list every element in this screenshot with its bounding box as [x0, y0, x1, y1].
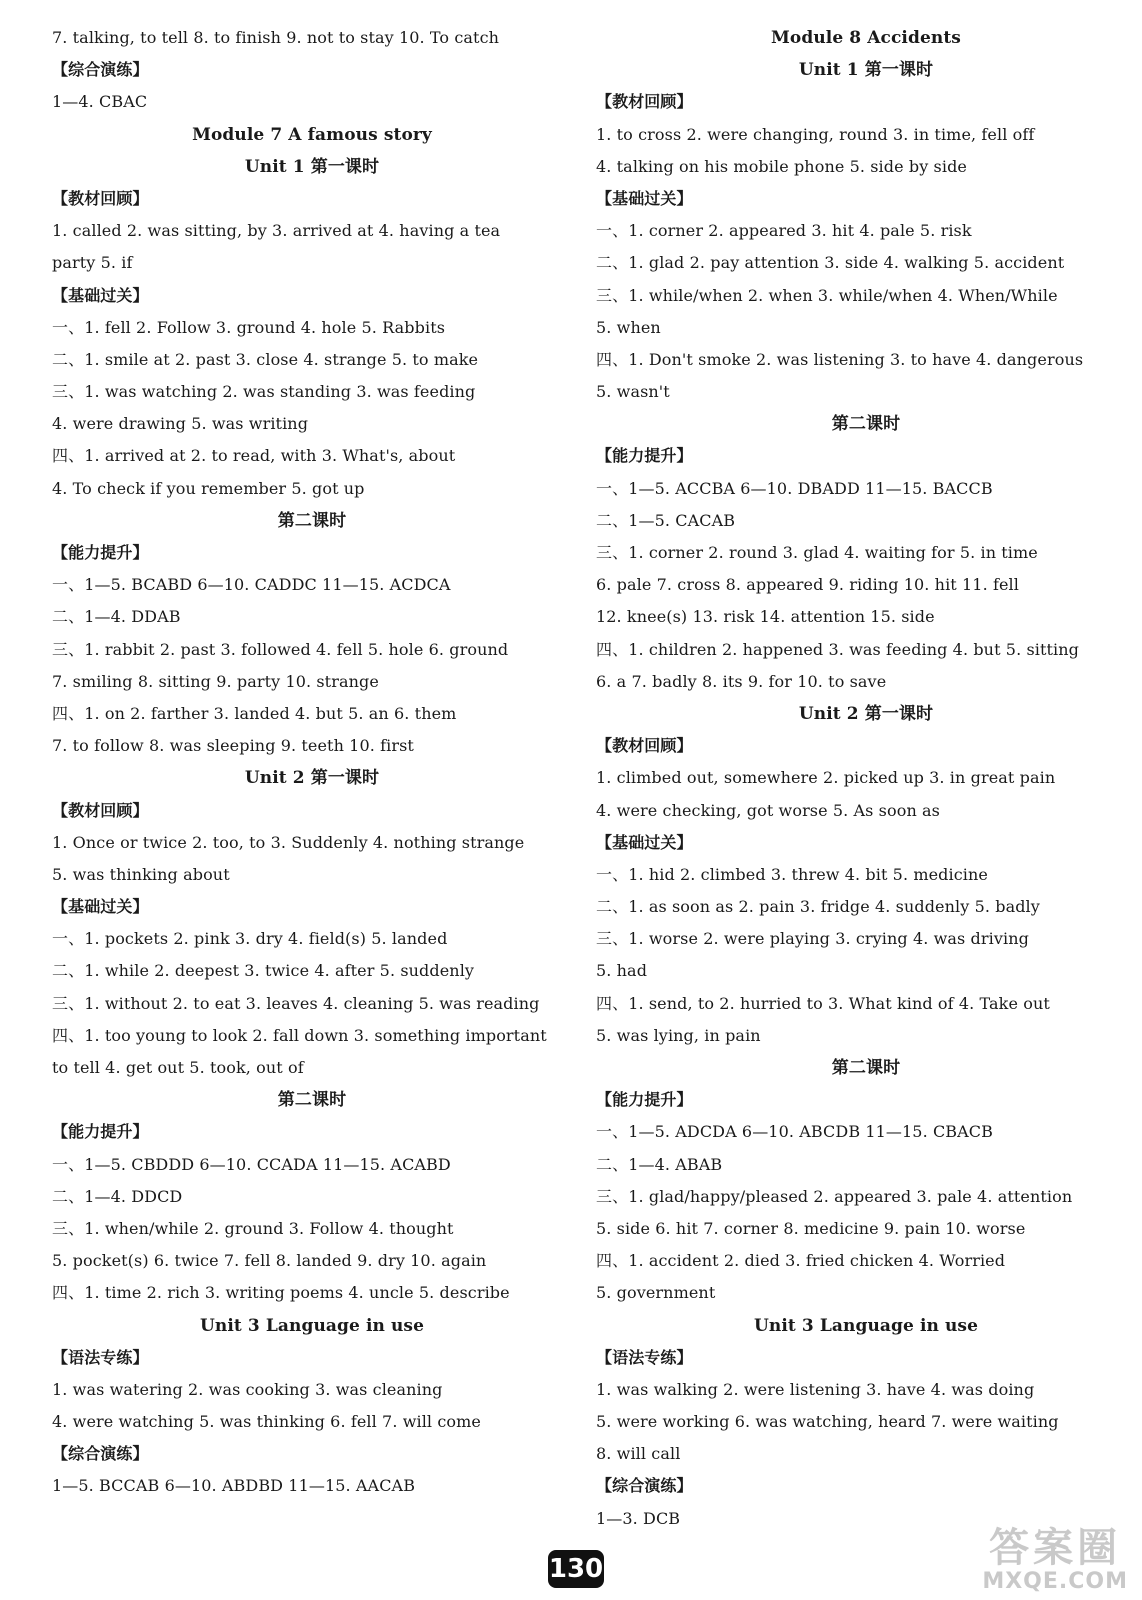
answer-line: 一、1. fell 2. Follow 3. ground 4. hole 5. Rabbits	[52, 317, 446, 337]
answer-line: 四、1. send, to 2. hurried to 3. What kind of 4. Take out	[596, 993, 1050, 1013]
answer-line: 四、1. accident 2. died 3. fried chicken 4. Worried	[596, 1251, 1006, 1271]
answer-line: 一、1—5. ADCDA 6—10. ABCDB 11—15. CBACB	[596, 1122, 994, 1142]
answer-line: 一、1. pockets 2. pink 3. dry 4. field(s) 5. landed	[52, 929, 448, 949]
answer-line: 一、1. hid 2. climbed 3. threw 4. bit 5. medicine	[596, 864, 988, 884]
exercise-label: 【教材回顾】	[596, 92, 693, 112]
section-heading: 第二课时	[831, 1058, 901, 1078]
exercise-label: 【基础过关】	[596, 188, 693, 208]
exercise-label: 【基础过关】	[52, 285, 149, 305]
answer-line: 四、1. time 2. rich 3. writing poems 4. uncle 5. describe	[52, 1283, 510, 1303]
answer-line: 二、1. while 2. deepest 3. twice 4. after 5. suddenly	[52, 961, 475, 981]
answer-line: 四、1. too young to look 2. fall down 3. something important	[52, 1025, 547, 1045]
exercise-label: 【教材回顾】	[596, 736, 693, 756]
exercise-label: 【语法专练】	[52, 1347, 149, 1367]
answer-line: 一、1—5. ACCBA 6—10. DBADD 11—15. BACCB	[596, 478, 993, 498]
exercise-label: 【语法专练】	[596, 1347, 693, 1367]
answer-line: 4. To check if you remember 5. got up	[52, 478, 365, 498]
section-heading: 第二课时	[831, 414, 901, 435]
answer-line: 5. were working 6. was watching, heard 7. were waiting	[596, 1412, 1059, 1432]
section-heading: Module 8 Accidents	[771, 28, 961, 48]
answer-line: 5. when	[596, 317, 661, 337]
section-heading: Unit 1 第一课时	[798, 60, 934, 81]
answer-line: 5. was thinking about	[52, 864, 230, 884]
answer-line: 6. pale 7. cross 8. appeared 9. riding 10. hit 11. fell	[596, 575, 1019, 595]
answer-line: 1—4. CBAC	[52, 92, 148, 112]
exercise-label: 【能力提升】	[52, 1122, 149, 1142]
section-heading: 第二课时	[277, 510, 347, 531]
answer-line: 1. called 2. was sitting, by 3. arrived at 4. having a tea	[52, 221, 501, 241]
watermark-url: MXQE.COM	[982, 1569, 1128, 1594]
answer-line: 三、1. glad/happy/pleased 2. appeared 3. pale 4. attention	[596, 1186, 1073, 1206]
answer-line: 一、1—5. BCABD 6—10. CADDC 11—15. ACDCA	[52, 575, 451, 595]
answer-line: party 5. if	[52, 253, 133, 273]
answer-line: 5. side 6. hit 7. corner 8. medicine 9. pain 10. worse	[596, 1218, 1026, 1238]
answer-line: 5. pocket(s) 6. twice 7. fell 8. landed 9. dry 10. again	[52, 1251, 487, 1271]
answer-line: 二、1—5. CACAB	[596, 510, 736, 530]
exercise-label: 【综合演练】	[52, 60, 149, 80]
exercise-label: 【基础过关】	[596, 832, 693, 852]
exercise-label: 【教材回顾】	[52, 800, 149, 820]
answer-line: 二、1. glad 2. pay attention 3. side 4. walking 5. accident	[596, 253, 1065, 273]
answer-line: 8. will call	[596, 1444, 681, 1464]
answer-line: 四、1. Don't smoke 2. was listening 3. to have 4. dangerous	[596, 349, 1084, 369]
exercise-label: 【综合演练】	[596, 1476, 693, 1496]
section-heading: Unit 3 Language in use	[753, 1315, 979, 1336]
right-column	[596, 22, 1136, 1535]
answer-line: 二、1—4. DDCD	[52, 1186, 183, 1206]
answer-line: 二、1. as soon as 2. pain 3. fridge 4. suddenly 5. badly	[596, 897, 1040, 917]
exercise-label: 【能力提升】	[596, 1090, 693, 1110]
answer-line: 5. government	[596, 1283, 716, 1303]
answer-line: 1. was watering 2. was cooking 3. was cleaning	[52, 1379, 443, 1399]
exercise-label: 【基础过关】	[52, 897, 149, 917]
answer-line: 7. talking, to tell 8. to finish 9. not to stay 10. To catch	[52, 28, 500, 47]
answer-line: 1—5. BCCAB 6—10. ABDBD 11—15. AACAB	[52, 1476, 416, 1496]
answer-line: 二、1—4. DDAB	[52, 607, 181, 627]
answer-line: 5. had	[596, 961, 648, 981]
answer-line: 三、1. without 2. to eat 3. leaves 4. cleaning 5. was reading	[52, 993, 540, 1013]
page-number: 130	[548, 1550, 604, 1588]
answer-line: 三、1. when/while 2. ground 3. Follow 4. thought	[52, 1218, 454, 1238]
exercise-label: 【教材回顾】	[52, 188, 149, 208]
answer-line: 4. were checking, got worse 5. As soon as	[596, 800, 940, 820]
answer-line: 5. was lying, in pain	[596, 1025, 761, 1045]
exercise-label: 【综合演练】	[52, 1444, 149, 1464]
answer-line: 一、1. corner 2. appeared 3. hit 4. pale 5. risk	[596, 221, 972, 241]
answer-line: 4. were watching 5. was thinking 6. fell 7. will come	[52, 1412, 481, 1432]
exercise-label: 【能力提升】	[596, 446, 693, 466]
answer-line: 1. to cross 2. were changing, round 3. in time, fell off	[596, 124, 1035, 144]
section-heading: Unit 2 第一课时	[244, 768, 380, 789]
answer-line: 7. smiling 8. sitting 9. party 10. strange	[52, 671, 379, 691]
answer-line: 1. was walking 2. were listening 3. have 4. was doing	[596, 1379, 1035, 1399]
section-heading: Unit 3 Language in use	[199, 1315, 425, 1336]
answer-line: 7. to follow 8. was sleeping 9. teeth 10. first	[52, 736, 414, 756]
answer-line: 三、1. while/when 2. when 3. while/when 4. When/While	[596, 285, 1058, 305]
section-heading: Unit 2 第一课时	[798, 703, 934, 724]
answer-line: 四、1. children 2. happened 3. was feeding 4. but 5. sitting	[596, 639, 1080, 659]
left-column	[52, 22, 572, 1503]
exercise-label: 【能力提升】	[52, 543, 149, 562]
answer-line: 三、1. was watching 2. was standing 3. was feeding	[52, 382, 476, 402]
answer-line: 三、1. worse 2. were playing 3. crying 4. was driving	[596, 929, 1029, 949]
answer-line: 一、1—5. CBDDD 6—10. CCADA 11—15. ACABD	[52, 1154, 451, 1174]
watermark-logo-text: 答案圈	[989, 1525, 1122, 1571]
answer-line: 三、1. rabbit 2. past 3. followed 4. fell 5. hole 6. ground	[52, 639, 509, 659]
section-heading: Unit 1 第一课时	[244, 156, 380, 177]
answer-line: 二、1. smile at 2. past 3. close 4. strange 5. to make	[52, 349, 479, 369]
answer-line: 5. wasn't	[596, 382, 670, 402]
answer-line: 二、1—4. ABAB	[596, 1154, 723, 1174]
answer-line: 4. were drawing 5. was writing	[52, 414, 309, 434]
answer-line: 1. Once or twice 2. too, to 3. Suddenly 4. nothing strange	[52, 832, 525, 852]
answer-line: 12. knee(s) 13. risk 14. attention 15. side	[596, 607, 935, 627]
watermark-logo	[982, 1526, 1128, 1594]
answer-line: 1—3. DCB	[596, 1508, 681, 1528]
answer-line: 4. talking on his mobile phone 5. side by side	[596, 156, 967, 176]
section-heading: Module 7 A famous story	[192, 124, 432, 145]
answer-line: 四、1. arrived at 2. to read, with 3. What's, about	[52, 446, 456, 466]
answer-line: 四、1. on 2. farther 3. landed 4. but 5. an 6. them	[52, 703, 457, 723]
section-heading: 第二课时	[277, 1090, 347, 1111]
answer-line: to tell 4. get out 5. took, out of	[52, 1058, 304, 1077]
answer-line: 1. climbed out, somewhere 2. picked up 3. in great pain	[596, 768, 1056, 788]
answer-line: 三、1. corner 2. round 3. glad 4. waiting for 5. in time	[596, 543, 1038, 562]
answer-line: 6. a 7. badly 8. its 9. for 10. to save	[596, 671, 887, 691]
